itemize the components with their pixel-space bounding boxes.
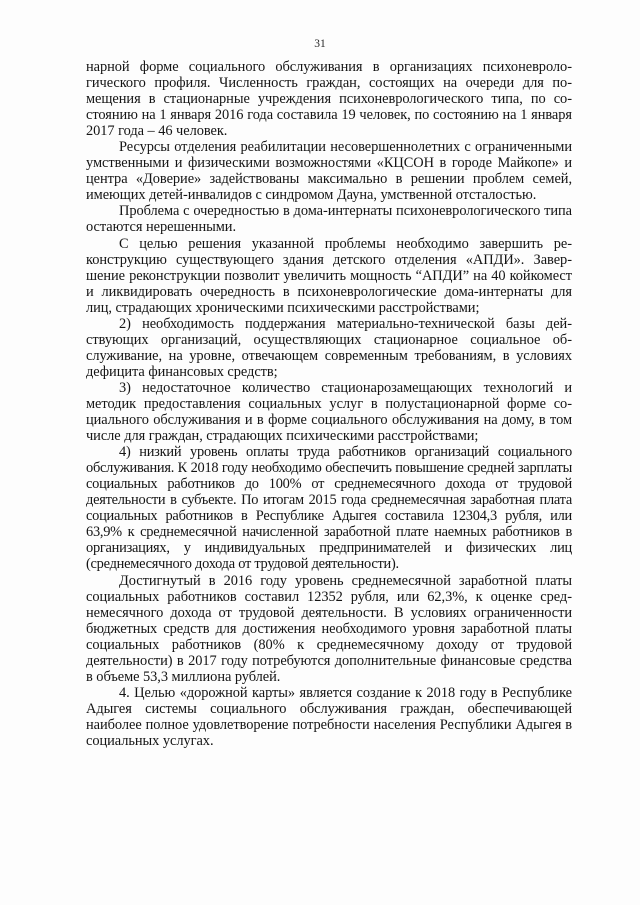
- paragraph-salary-level: Достигнутый в 2016 году уровень среднемесячной заработной платы социальных работников составил 12352 рубля, или 62,3%, к оценке среднемесячного дохода от трудовой деятельности. В условиях ограниченности бюджетных средств для достижения необходимого уровня заработной платы социальных работников (80% к среднемесячному доходу от трудовой деятельности) в 2017 году потребуются дополнительные финансовые средства в объеме 53,3 миллиона рублей.: [86, 572, 572, 685]
- paragraph-waiting-list: нарной форме социального обслуживания в организациях психоневрологического профиля. Численность граждан, состоящих на очереди для помещения в стационарные учреждения психоневрологического типа, по состоянию на 1 января 2016 года составила 19 человек, по состоянию на 1 января 2017 года – 46 человек.: [86, 59, 572, 140]
- paragraph-roadmap-goal: 4. Целью «дорожной карты» является создание к 2018 году в Республике Адыгея системы социального обслуживания граждан, обеспечивающей наиболее полное удовлетворение потребности населения Республики Адыгея в социальных услугах.: [86, 684, 572, 749]
- paragraph-item-3: 3) недостаточное количество стационарозамещающих технологий и методик предоставления социальных услуг в полустационарной форме социального обслуживания и в форме социального обслуживания на дому, в том числе для граждан, страдающих психическими расстройствами;: [86, 379, 572, 445]
- paragraph-item-2: 2) необходимость поддержания материально-технической базы действующих организаций, осуществляющих стационарное социальное обслуживание, на уровне, отвечающем современным требованиям, в условиях дефицита финансовых средств;: [86, 315, 572, 380]
- page-number: 31: [314, 38, 326, 50]
- paragraph-queue-problem: Проблема с очередностью в дома-интернаты психоневрологического типа остаются нерешенными.: [86, 203, 572, 236]
- paragraph-item-4: 4) низкий уровень оплаты труда работников организаций социального обслуживания. К 2018 году необходимо обеспечить повышение средней зарплаты социальных работников до 100% от среднемесячного дохода от трудовой деятельности в субъекте. По итогам 2015 года среднемесячная заработная плата социальных работников в Республике Адыгея составила 12304,3 рубля, или 63,9% к среднемесячной начисленной заработной плате наемных работников в организациях, у индивидуальных предпринимателей и физических лиц (среднемесячного дохода от трудовой деятельности).: [86, 444, 572, 573]
- document-body: [86, 59, 572, 749]
- paragraph-reconstruction: С целью решения указанной проблемы необходимо завершить реконструкцию существующего здания детского отделения «АПДИ». Завершение реконструкции позволит увеличить мощность “АПДИ” на 40 койкомест и ликвидировать очередность в психоневрологические дома-интернаты для лиц, страдающих хроническими психическими расстройствами;: [86, 235, 572, 316]
- paragraph-rehabilitation-resources: Ресурсы отделения реабилитации несовершеннолетних с ограниченными умственными и физическими возможностями «КЦСОН в городе Майкопе» и центра «Доверие» задействованы максимально в решении проблем семей, имеющих детей-инвалидов с синдромом Дауна, умственной отсталостью.: [86, 139, 572, 204]
